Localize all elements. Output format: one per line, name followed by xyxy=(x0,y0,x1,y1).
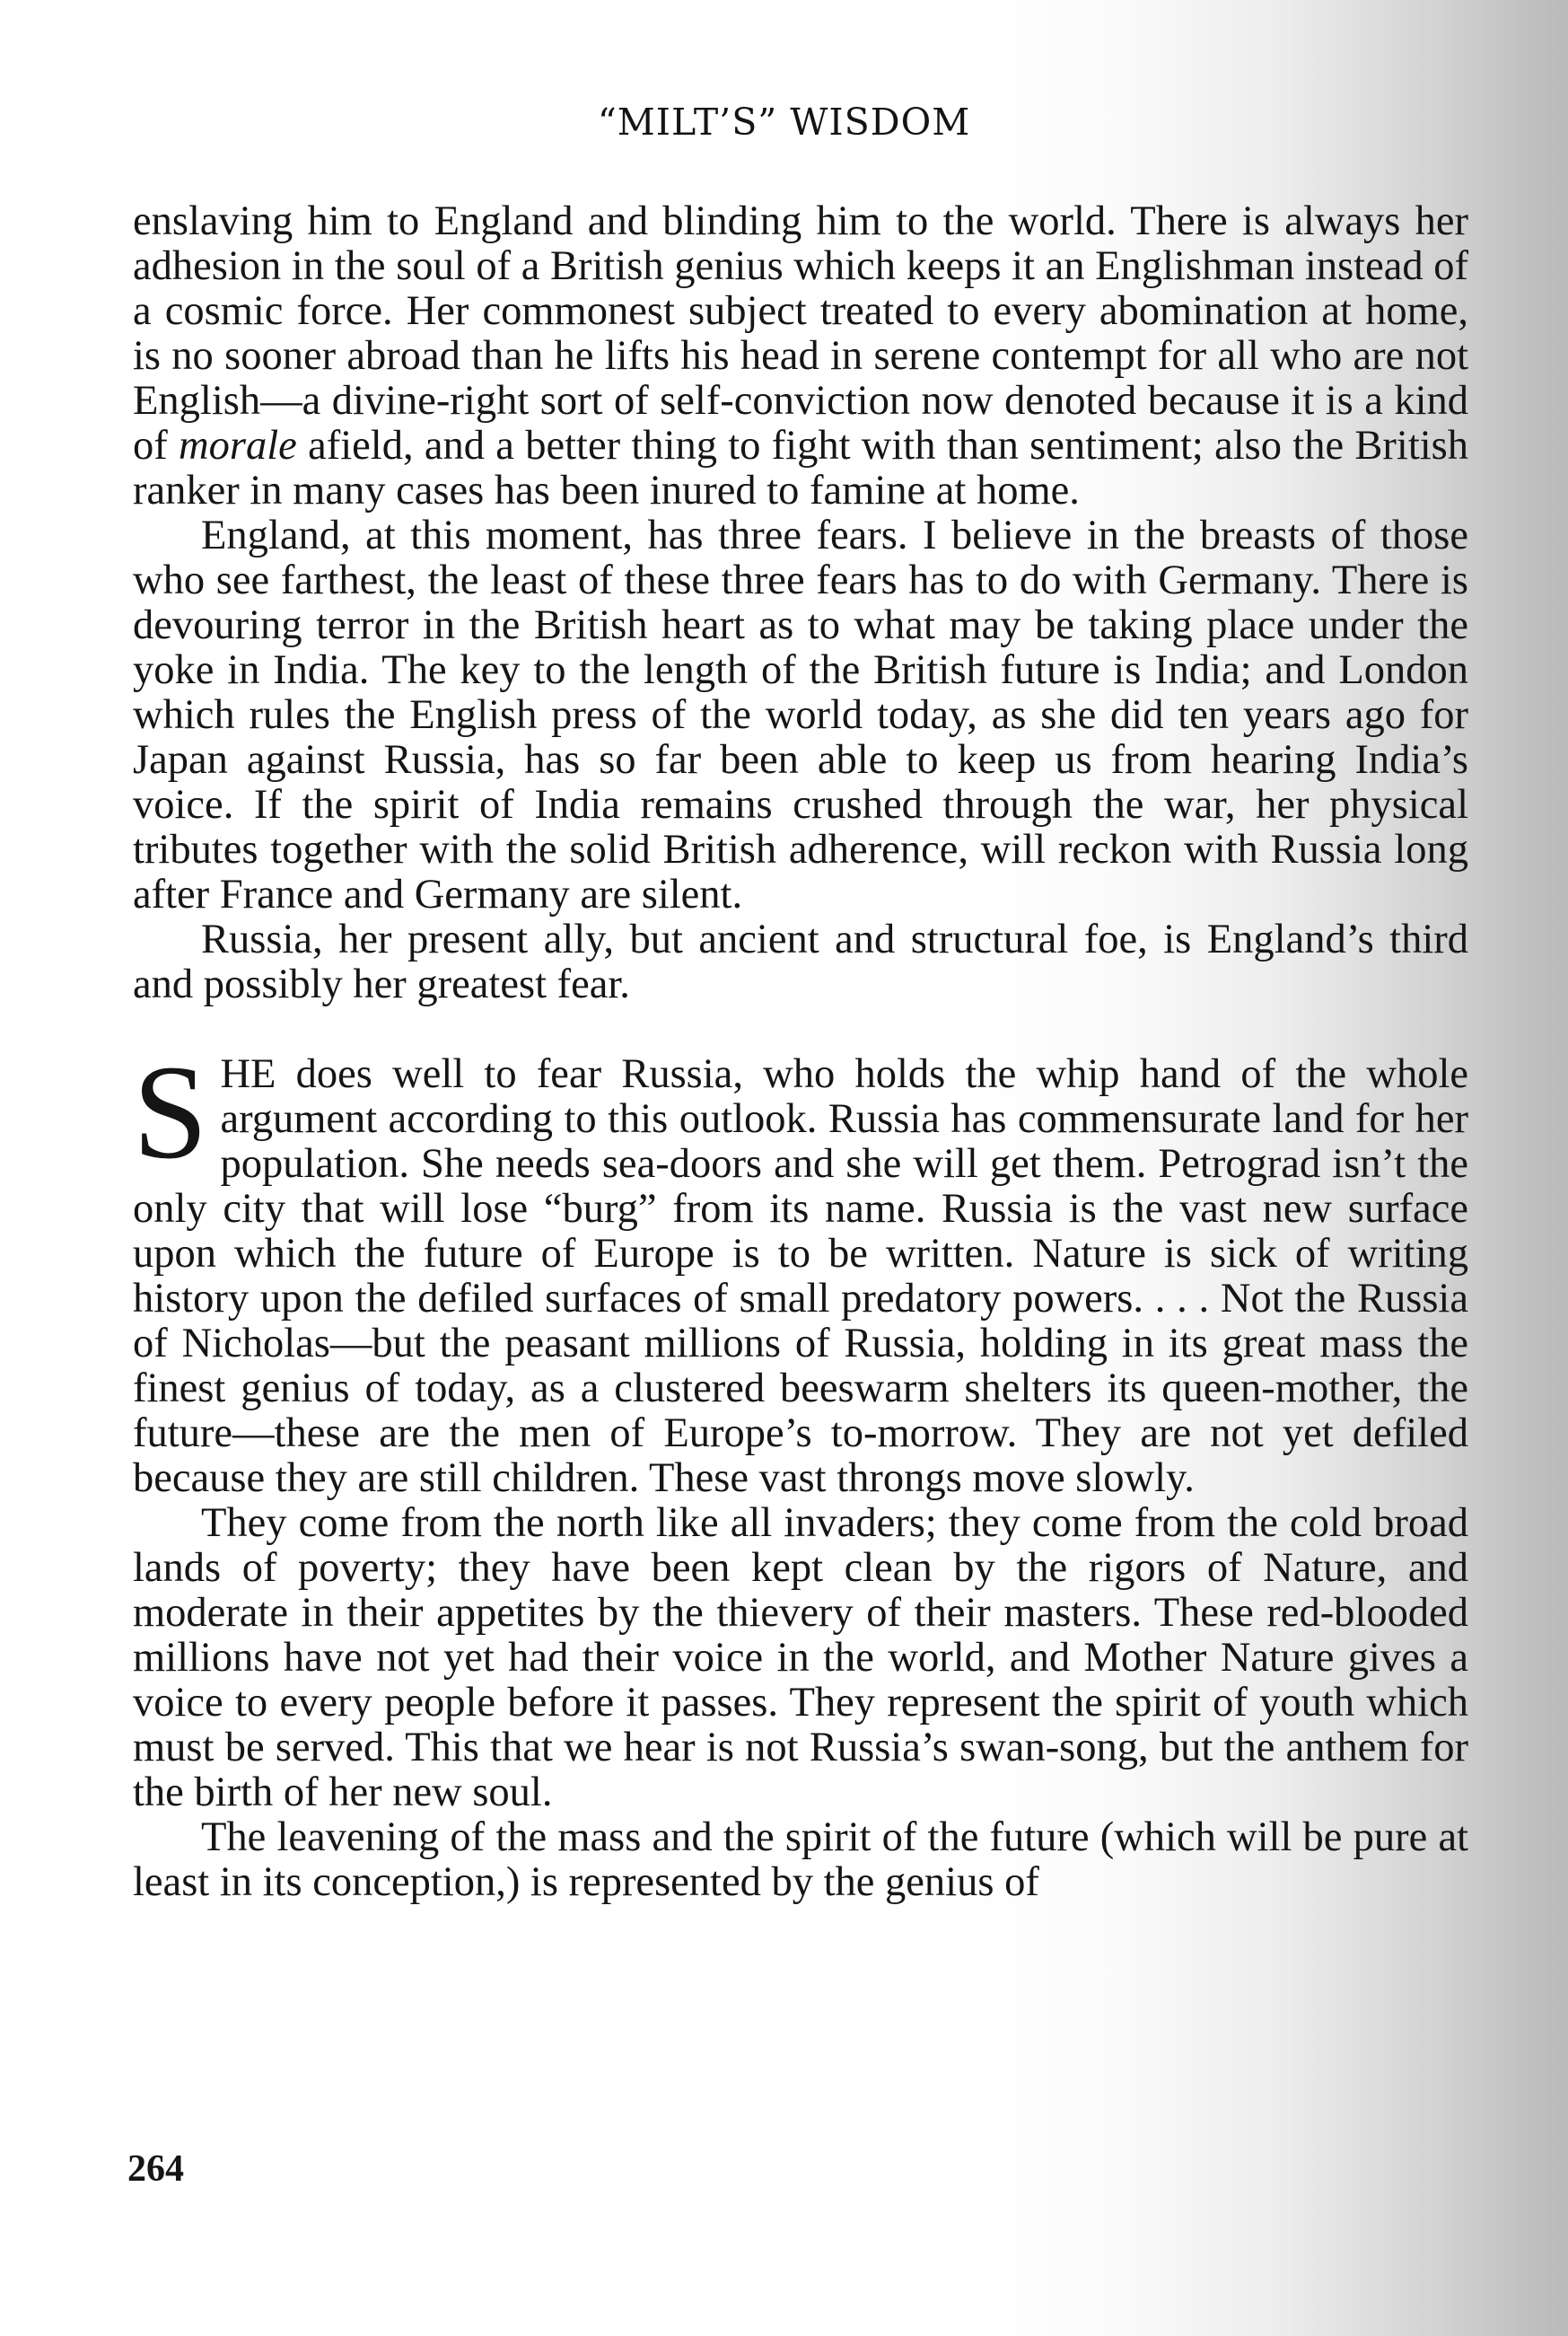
running-head: “MILT’S” WISDOM xyxy=(597,101,971,144)
paragraph: England, at this moment, has three fears. I believe in the breasts of those who see farthest, the least of these three fears has to do with Germany. There is devouring terror in the British heart as to what may be taking place under the yoke in India. The key to the length of the British future is India; and London which rules the English press of the world today, as she did ten years ago for Japan against Russia, has so far been able to keep us from hearing India’s voice. If the spirit of India remains crushed through the war, her physical tributes together with the solid British adherence, will reckon with Russia long after France and Germany are silent. xyxy=(133,513,1468,918)
italic-word: morale xyxy=(179,423,297,469)
paragraph-text: afield, and a better thing to fight with than sentiment; also the British ranker in many cases has been inured to famine at home. xyxy=(133,423,1469,514)
paragraph-text: does well to fear Russia, who holds the whip hand of the whole argument according to this outlook. Russia has commensurate land for her population. She needs sea-doors and she will get them. Petrograd isn’t the only city that will lose “burg” from its name. Russia is the vast new surface upon which the future of Europe is to be written. Nature is sick of writing history upon the defiled surfaces of small predatory powers. . . . Not the Russia of Nicholas—but the peasant millions of Russia, holding in its great mass the finest genius of today, as a clustered beeswarm shelters its queen-mother, the future—these are the men of Europe’s to-morrow. They are not yet defiled because they are still children. These vast throngs move slowly. xyxy=(133,1051,1469,1501)
drop-cap: S xyxy=(133,1038,208,1187)
page-number: 264 xyxy=(127,2148,184,2190)
section-opening-paragraph xyxy=(133,1038,1469,1501)
paragraph: Russia, her present ally, but ancient and structural foe, is England’s third and possibly her greatest fear. xyxy=(133,917,1468,1007)
opening-caps: HE xyxy=(220,1051,276,1097)
paragraph: The leavening of the mass and the spirit of the future (which will be pure at least in its conception,) is represented by the genius of xyxy=(133,1814,1468,1905)
paragraph-continued xyxy=(133,199,1468,514)
body-text xyxy=(133,199,1468,1905)
paragraph: They come from the north like all invaders; they come from the cold broad lands of poverty; they have been kept clean by the rigors of Nature, and moderate in their appetites by the thievery of their masters. These red-blooded millions have not yet had their voice in the world, and Mother Nature gives a voice to every people before it passes. They represent the spirit of youth which must be served. This that we hear is not Russia’s swan-song, but the anthem for the birth of her new soul. xyxy=(133,1500,1468,1815)
paragraph-text: enslaving him to England and blinding him to the world. There is always her adhesion in the soul of a British genius which keeps it an Englishman instead of a cosmic force. Her commonest subject treated to every abomination at home, is no sooner abroad than he lifts his head in serene contempt for all who are not English—a divine-right sort of self-conviction now denoted because it is a kind of xyxy=(133,198,1468,469)
